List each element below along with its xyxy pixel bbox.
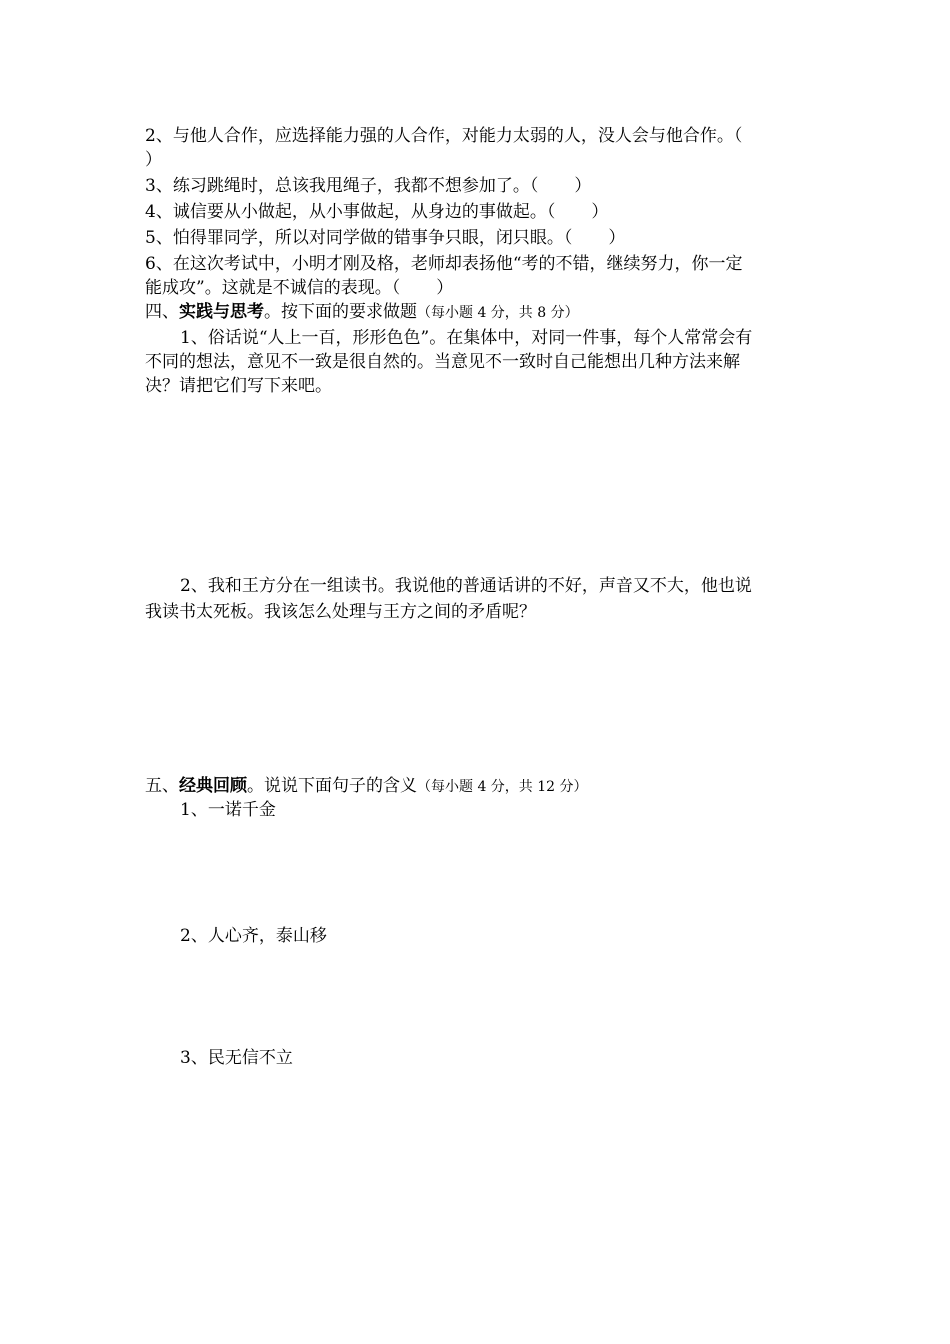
- question-4-1-line-2: 不同的想法，意见不一致是很自然的。当意见不一致时自己能想出几种方法来解: [145, 352, 740, 372]
- question-3-2-line-1: 2、与他人合作，应选择能力强的人合作，对能力太弱的人，没人会与他合作。（: [145, 126, 743, 146]
- question-4-2-line-1: 2、我和王方分在一组读书。我说他的普通话讲的不好，声音又不大，他也说: [180, 576, 752, 596]
- question-5-3: 3、民无信不立: [180, 1048, 293, 1068]
- section-5-heading: [145, 774, 810, 799]
- section-4-number: 四、: [145, 302, 179, 322]
- section-4-instruction: 。按下面的要求做题: [264, 302, 417, 322]
- question-4-2-line-2: 我读书太死板。我该怎么处理与王方之间的矛盾呢？: [145, 602, 536, 622]
- section-5-instruction: 。说说下面句子的含义: [247, 776, 417, 796]
- question-3-4: 4、诚信要从小做起，从小事做起，从身边的事做起。（ ）: [145, 202, 609, 222]
- section-5-number: 五、: [145, 776, 179, 796]
- question-4-1-line-1: 1、俗话说“人上一百，形形色色”。在集体中，对同一件事，每个人常常会有: [180, 328, 753, 348]
- section-4-scoring: （每小题 4 分，共 8 分）: [417, 305, 579, 321]
- question-3-5: 5、怕得罪同学，所以对同学做的错事争只眼，闭只眼。（ ）: [145, 228, 626, 248]
- question-3-2-line-2: ）: [145, 150, 162, 170]
- section-5-scoring: （每小题 4 分，共 12 分）: [417, 779, 588, 795]
- question-3-6-line-1: 6、在这次考试中，小明才刚及格，老师却表扬他“考的不错，继续努力，你一定: [145, 254, 743, 274]
- section-4-title: 实践与思考: [179, 302, 264, 322]
- question-5-1: 1、一诺千金: [180, 800, 276, 820]
- section-4-heading: [145, 300, 810, 325]
- section-5-title: 经典回顾: [179, 776, 247, 796]
- question-5-2: 2、人心齐，泰山移: [180, 926, 327, 946]
- question-3-6-line-2: 能成攻”。这就是不诚信的表现。（ ）: [145, 278, 454, 298]
- question-4-1-line-3: 决？请把它们写下来吧。: [145, 376, 332, 396]
- question-3-3: 3、练习跳绳时，总该我甩绳子，我都不想参加了。（ ）: [145, 176, 592, 196]
